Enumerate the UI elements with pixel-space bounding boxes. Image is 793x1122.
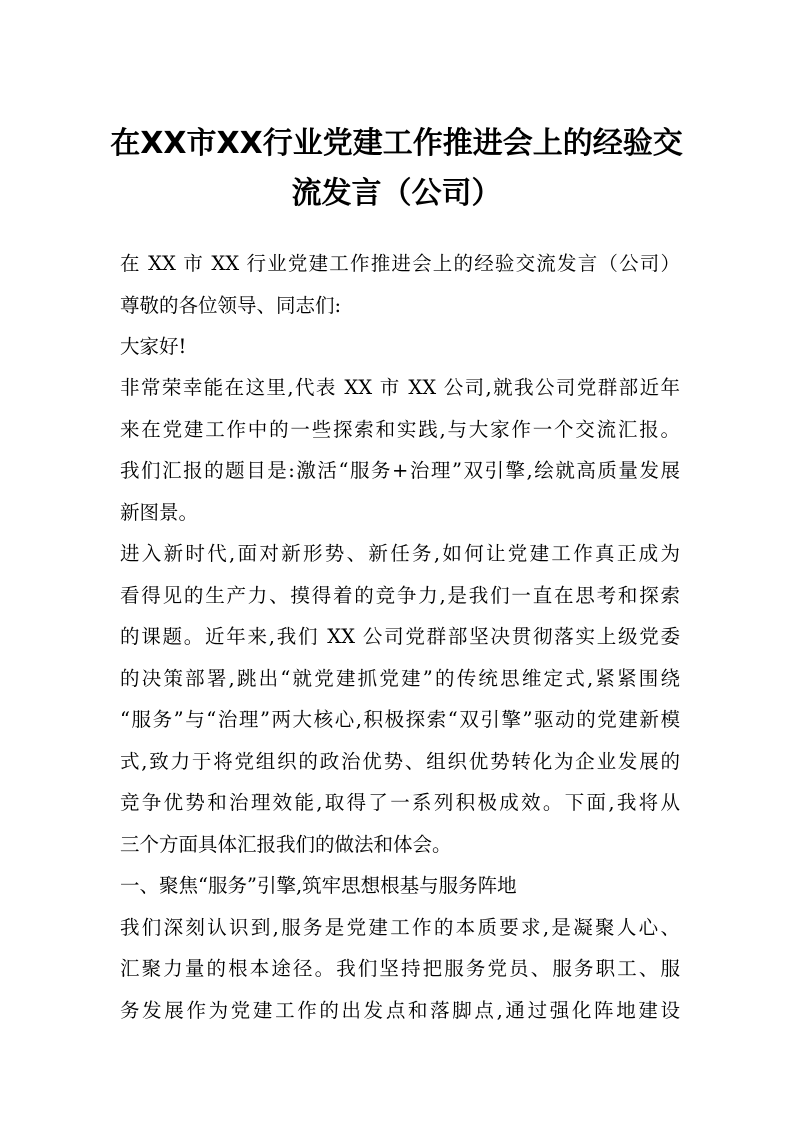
body-line: 来在党建工作中的一些探索和实践,与大家作一个交流汇报。 <box>120 418 680 441</box>
section-heading: 一、聚焦“服务”引擎,筑牢思想根基与服务阵地 <box>120 874 517 897</box>
body-line: 我们深刻认识到,服务是党建工作的本质要求,是凝聚人心、 <box>120 916 680 939</box>
body-line: 进入新时代,面对新形势、新任务,如何让党建工作真正成为 <box>120 542 680 565</box>
document-title-line-1: 在XX市XX行业党建工作推进会上的经验交 <box>110 126 683 161</box>
body-line: 的决策部署,跳出“就党建抓党建”的传统思维定式,紧紧围绕 <box>120 667 680 690</box>
body-line: 新图景。 <box>120 501 199 524</box>
body-line: 非常荣幸能在这里,代表 XX 市 XX 公司,就我公司党群部近年 <box>120 376 680 399</box>
body-line: 的课题。近年来,我们 XX 公司党群部坚决贯彻落实上级党委 <box>120 625 680 648</box>
body-line: 竞争优势和治理效能,取得了一系列积极成效。下面,我将从 <box>120 791 680 814</box>
body-line: “服务”与“治理”两大核心,积极探索“双引擎”驱动的党建新模 <box>120 708 680 731</box>
body-line: 三个方面具体汇报我们的做法和体会。 <box>120 833 452 856</box>
body-line: 在 XX 市 XX 行业党建工作推进会上的经验交流发言（公司） <box>120 252 680 275</box>
body-line: 我们汇报的题目是:激活“服务+治理”双引擎,绘就高质量发展 <box>120 459 680 482</box>
body-line: 尊敬的各位领导、同志们: <box>120 294 342 317</box>
body-line: 汇聚力量的根本途径。我们坚持把服务党员、服务职工、服 <box>120 957 680 980</box>
body-line: 式,致力于将党组织的政治优势、组织优势转化为企业发展的 <box>120 750 680 773</box>
body-line: 大家好! <box>120 335 187 358</box>
body-line: 务发展作为党建工作的出发点和落脚点,通过强化阵地建设 <box>120 999 680 1022</box>
body-line: 看得见的生产力、摸得着的竞争力,是我们一直在思考和探索 <box>120 584 680 607</box>
document-title-line-2: 流发言（公司） <box>291 176 502 211</box>
